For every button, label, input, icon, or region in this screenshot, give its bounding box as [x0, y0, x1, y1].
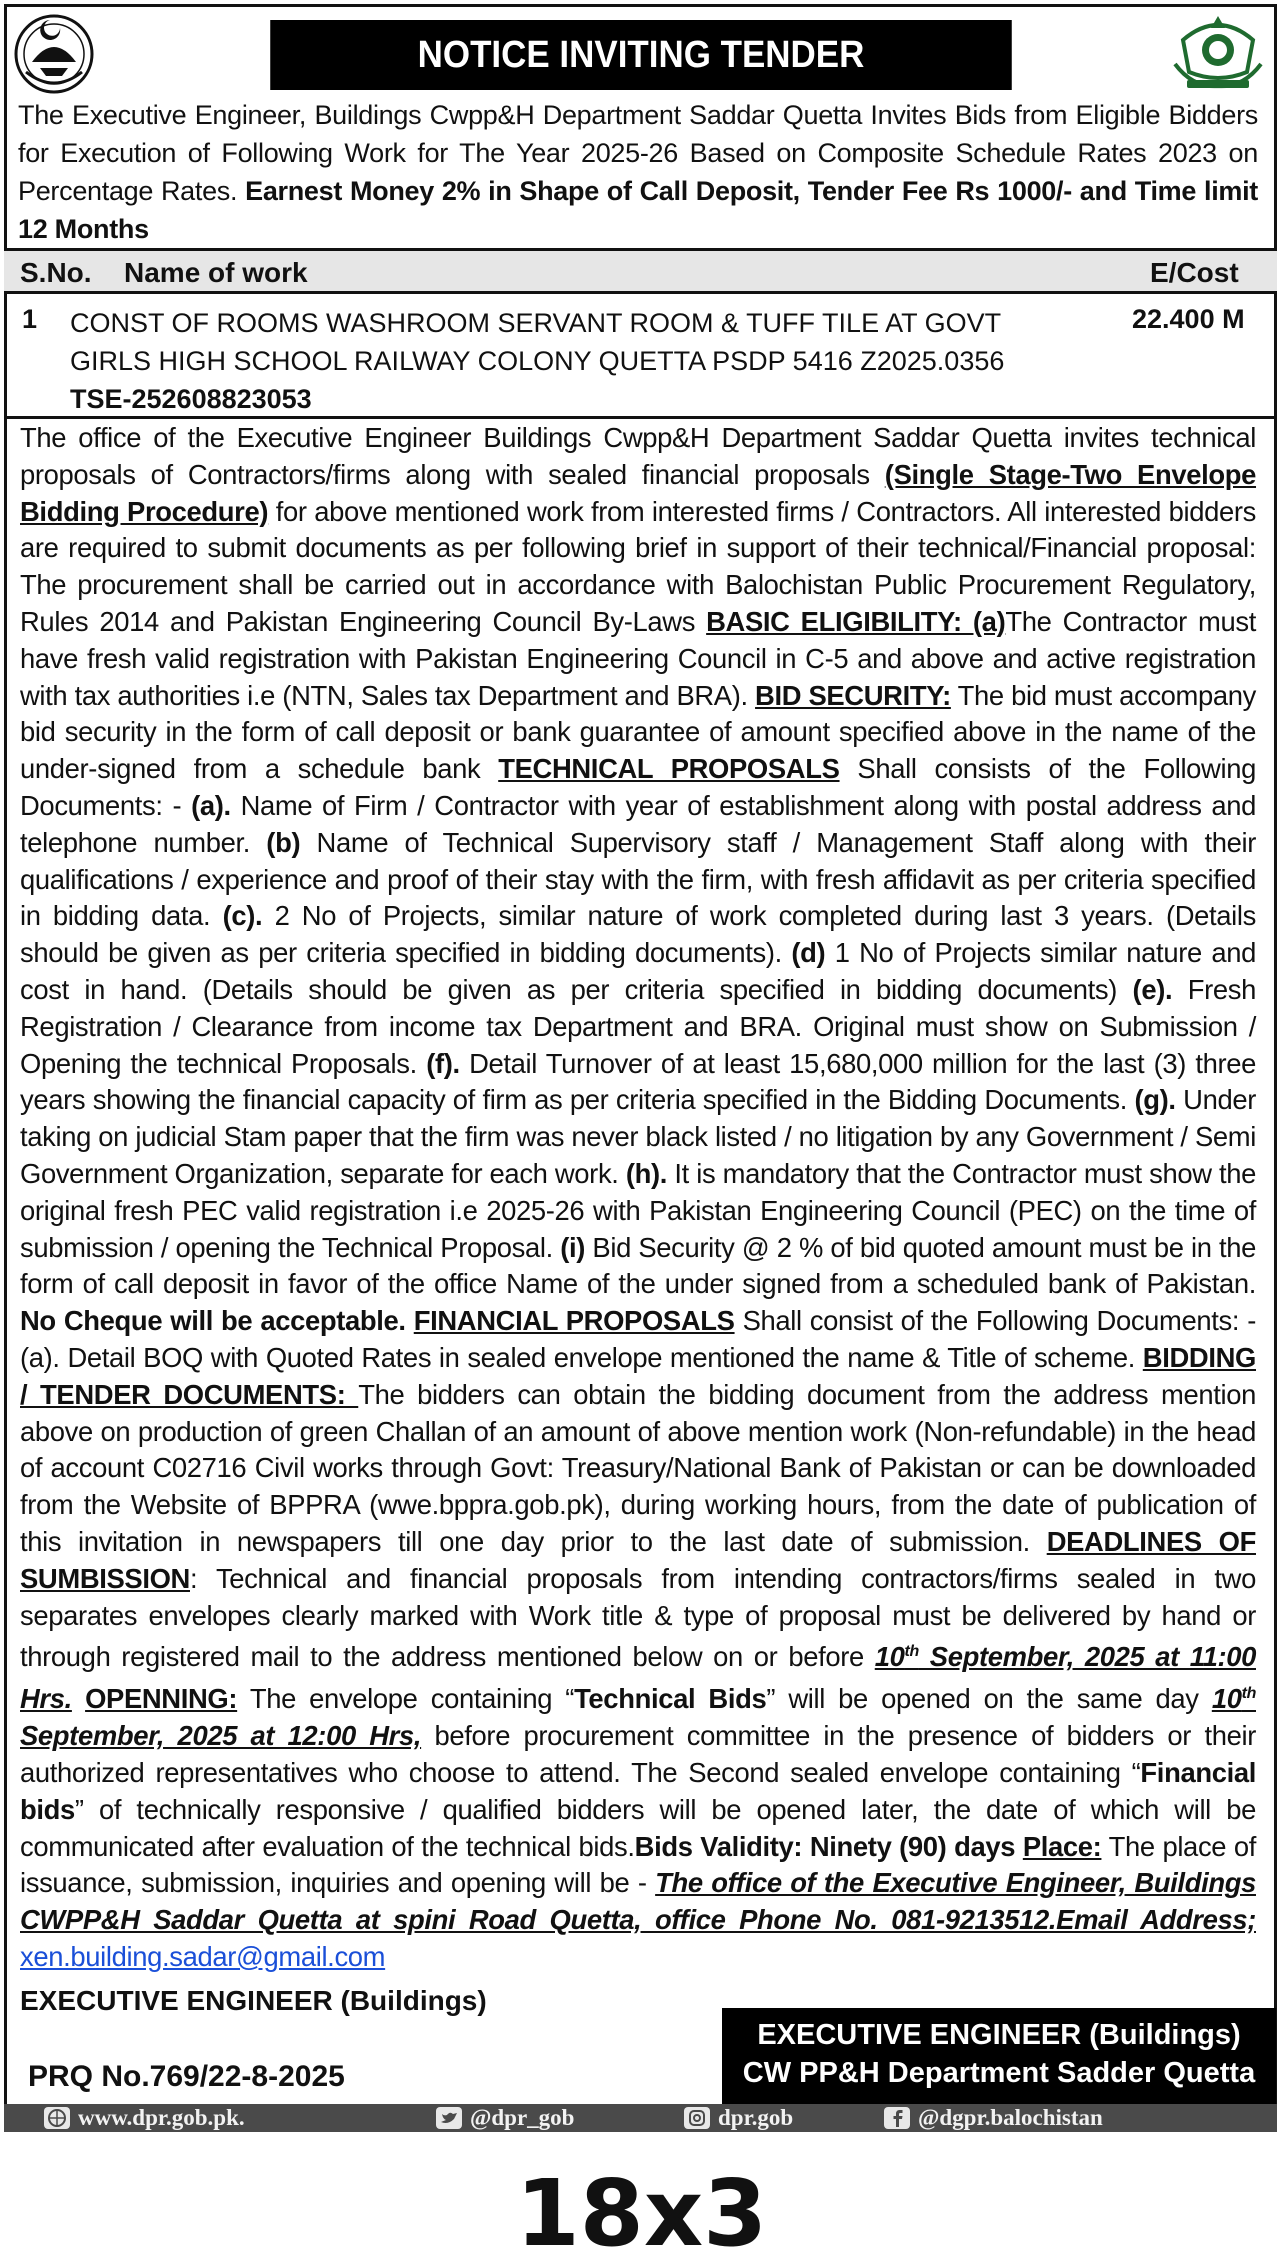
- signature-title: EXECUTIVE ENGINEER (Buildings): [757, 2019, 1241, 2051]
- footer-bar: [4, 2104, 1277, 2132]
- body-text: Shall consist of the Following Documents: - (a). Detail BOQ with Quoted Rates in sealed envelope mentioned the name & Title of scheme.: [20, 1305, 1256, 1373]
- item-label: (e).: [1132, 973, 1173, 1005]
- balochistan-emblem-icon: [10, 10, 98, 96]
- header-estimated-cost: E/Cost: [1150, 257, 1239, 288]
- row-work-name: CONST OF ROOMS WASHROOM SERVANT ROOM & TUFF TILE AT GOVT GIRLS HIGH SCHOOL RAILWAY COLONY QUETTA PSDP 5416 Z2025.0356: [70, 308, 1005, 376]
- footer-website[interactable]: [44, 2105, 245, 2131]
- deadline-suffix: th: [904, 1643, 919, 1661]
- header-sno: S.No.: [20, 257, 92, 288]
- row-cost: 22.400 M: [1132, 304, 1245, 334]
- footer-facebook[interactable]: [884, 2105, 1103, 2131]
- item-label: (i): [560, 1231, 586, 1263]
- header-name-of-work: Name of work: [124, 257, 308, 288]
- body-text: The bid must accompany bid security in the form of call deposit or bank guarantee of amount specified above in the name of the under-signed from a schedule bank: [20, 679, 1257, 785]
- bid-security-heading: BID SECURITY:: [755, 679, 951, 711]
- prq-number: PRQ No.769/22-8-2025: [28, 2060, 345, 2093]
- body-text: 2 No of Projects, similar nature of work completed during last 3 years. (Details should be given as per criteria specified in bidding documents).: [20, 900, 1256, 969]
- table-header: [4, 248, 1277, 294]
- body-text: 1 No of Projects similar nature and cost in hand. (Details should be given as per criteria specified in bidding documents): [20, 937, 1256, 1005]
- footer-instagram[interactable]: [684, 2105, 793, 2131]
- instagram-icon: [684, 2107, 710, 2129]
- ad-size-code: 18x3: [515, 2160, 768, 2267]
- signature-department: CW PP&H Department Sadder Quetta: [742, 2057, 1256, 2089]
- item-label: (h).: [625, 1157, 668, 1189]
- body-text: for above mentioned work from interested firms / Contractors. All interested bidders are required to submit documents as per following brief in support of their technical/Financial proposal: The procurement shall be carried out in accordance with Balochistan Public Procurement Regulatory, Rules 2014 and Pakistan Engineering Council By-Laws: [20, 495, 1256, 637]
- body-text: Name of Technical Supervisory staff / Management Staff along with their qualifications / experience and proof of their stay with the firm, with fresh affidavit as per criteria specified in bidding data.: [20, 826, 1256, 932]
- tender-body: [20, 420, 1256, 1976]
- body-text: Under taking on judicial Stam paper that the firm was never black listed / no litigation by any Government / Semi Government Organization, separate for each work.: [20, 1084, 1256, 1189]
- body-text: Bid Security @ 2 % of bid quoted amount must be in the form of call deposit in favor of the office Name of the under signed from a scheduled bank of Pakistan.: [20, 1231, 1256, 1300]
- body-text: Detail Turnover of at least 15,680,000 million for the last (3) three years showing the financial capacity of firm as per criteria specified in the Bidding Documents.: [20, 1047, 1256, 1116]
- signature-line: EXECUTIVE ENGINEER (Buildings): [20, 1985, 487, 2016]
- intro-terms: Earnest Money 2% in Shape of Call Deposit, Tender Fee Rs 1000/- and Time limit 12 Months: [18, 176, 1258, 244]
- table-row: [0, 296, 1283, 416]
- item-label: (b): [266, 826, 301, 858]
- body-text: before procurement committee in the presence of bidders or their authorized representatives who choose to attend. The Second sealed envelope containing “: [20, 1720, 1256, 1788]
- government-emblem-icon: [1163, 10, 1273, 96]
- no-cheque-notice: No Cheque will be acceptable.: [20, 1305, 406, 1337]
- body-text: The place of issuance, submission, inquiries and opening will be -: [20, 1830, 1256, 1899]
- row-work: [70, 304, 1060, 418]
- opening-suffix: th: [1241, 1685, 1256, 1703]
- place-heading: Place:: [1022, 1830, 1102, 1862]
- bids-validity: Bids Validity: Ninety (90) days: [634, 1830, 1023, 1862]
- facebook-icon: [884, 2107, 910, 2129]
- opening-date-rest: September, 2025 at 12:00 Hrs,: [20, 1720, 422, 1752]
- signature-box: [722, 2008, 1276, 2104]
- technical-bids-label: Technical Bids: [574, 1683, 767, 1715]
- body-text: Fresh Registration / Clearance from income tax Department and BRA. Original must show on Submission / Opening the technical Proposals.: [20, 973, 1256, 1079]
- financial-bids-label: Financial bids: [20, 1756, 1256, 1825]
- twitter-icon: [436, 2107, 462, 2129]
- bidding-documents-heading: BIDDING / TENDER DOCUMENTS:: [20, 1341, 1256, 1410]
- opening-day: 10: [1211, 1683, 1242, 1715]
- page-title: NOTICE INVITING TENDER: [270, 20, 1012, 90]
- body-text: Name of Firm / Contractor with year of establishment along with postal address and telephone number.: [20, 789, 1257, 858]
- procedure-heading: (Single Stage-Two Envelope Bidding Procedure): [20, 458, 1257, 527]
- financial-proposals-heading: FINANCIAL PROPOSALS: [413, 1305, 735, 1337]
- office-address: The office of the Executive Engineer, Buildings CWPP&H Saddar Quetta at spini Road Quetta, office Phone No. 081-9213512.Email Address;: [20, 1867, 1256, 1936]
- body-text: ” of technically responsive / qualified bidders will be opened later, the date of which will be communicated after evaluation of the technical bids.: [20, 1793, 1256, 1862]
- globe-icon: [44, 2107, 70, 2129]
- facebook-text: @dgpr.balochistan: [918, 2105, 1103, 2130]
- body-text: ” will be opened on the same day: [766, 1683, 1212, 1715]
- item-label: (g).: [1134, 1084, 1176, 1116]
- deadline-day: 10: [874, 1641, 905, 1673]
- body-text: It is mandatory that the Contractor must show the original fresh PEC valid registration i.e 2025-26 with Pakistan Engineering Council (PEC) on the time of submission / opening the Technical Proposal.: [20, 1157, 1256, 1263]
- body-text: : Technical and financial proposals from intending contractors/firms sealed in two separates envelopes clearly marked with Work title & type of proposal must be delivered by hand or through registered mail to the address mentioned below on or before: [20, 1562, 1256, 1673]
- item-label: (f).: [426, 1047, 460, 1079]
- item-label: (d): [791, 937, 826, 969]
- body-text: The envelope containing “: [237, 1683, 575, 1715]
- deadline-date: September, 2025 at 11:00 Hrs.: [20, 1641, 1256, 1715]
- twitter-text: @dpr_gob: [470, 2105, 575, 2130]
- body-text: Shall consists of the Following Documents: -: [20, 753, 1256, 821]
- footer-twitter[interactable]: [436, 2105, 574, 2131]
- item-label: (a).: [191, 789, 231, 821]
- deadlines-heading: DEADLINES OF SUMBISSION: [20, 1525, 1256, 1594]
- technical-proposals-heading: TECHNICAL PROPOSALS: [498, 753, 840, 785]
- divider: [4, 416, 1277, 419]
- body-text: The Contractor must have fresh valid registration with Pakistan Engineering Council in C-5 and above and active registration with tax authorities i.e (NTN, Sales tax Department and BRA).: [20, 605, 1256, 711]
- website-text: www.dpr.gob.pk.: [78, 2105, 245, 2130]
- row-sno: 1: [22, 304, 38, 334]
- instagram-text: dpr.gob: [718, 2105, 794, 2130]
- opening-heading: OPENNING:: [85, 1683, 238, 1715]
- row-tse-number: TSE-252608823053: [70, 384, 312, 414]
- basic-eligibility-heading: BASIC ELIGIBILITY: (a): [706, 605, 1006, 637]
- item-label: (c).: [222, 900, 263, 932]
- intro-text: The Executive Engineer, Buildings Cwpp&H Department Saddar Quetta Invites Bids from Eligible Bidders for Execution of Following Work for The Year 2025-26 Based on Composite Schedule Rates 2023 on Percentage Rates.: [18, 100, 1258, 206]
- email-link[interactable]: xen.building.sadar@gmail.com: [20, 1940, 386, 1972]
- body-text: The bidders can obtain the bidding document from the address mention above on production of green Challan of an amount of above mention work (Non-refundable) in the head of account C02716 Civil works through Govt: Treasury/National Bank of Pakistan or can be downloaded from the Website of BPPRA (wwe.bppra.gob.pk), during working hours, from the date of publication of this invitation in newspapers till one day prior to the last date of submission.: [20, 1378, 1256, 1557]
- body-text: The office of the Executive Engineer Buildings Cwpp&H Department Saddar Quetta invites technical proposals of Contractors/firms along with sealed financial proposals: [20, 422, 1256, 490]
- intro-paragraph: [18, 96, 1258, 248]
